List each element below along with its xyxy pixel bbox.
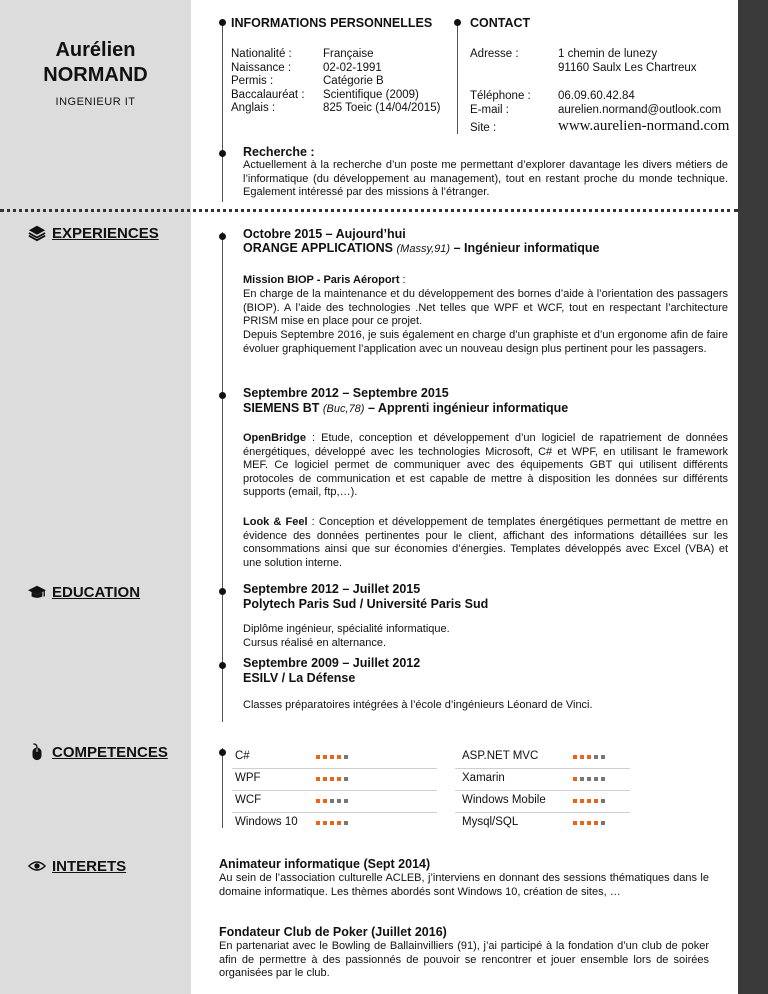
phone-label: Téléphone :: [470, 90, 531, 102]
address-line1: 1 chemin de lunezy: [558, 48, 658, 60]
contact-heading: CONTACT: [470, 16, 531, 30]
skill-level-square: [337, 755, 341, 759]
edu1-dates: Septembre 2012 – Juillet 2015: [243, 582, 421, 596]
interest1-text: Au sein de l’association culturelle ACLEB, j’interviens en donnant des sessions thématiques dans le domaine informatique. Les thèmes abordés sont Windows 10, création de sites, …: [219, 872, 709, 898]
skill-name: Xamarin: [462, 772, 505, 784]
email-value[interactable]: aurelien.normand@outlook.com: [558, 104, 722, 116]
edu2-dates: Septembre 2009 – Juillet 2012: [243, 656, 421, 670]
skill-level-square: [323, 777, 327, 781]
timeline-dot: [219, 150, 226, 157]
skill-level-square: [344, 777, 348, 781]
personal-values: [323, 48, 440, 116]
exp1-company: ORANGE APPLICATIONS: [243, 241, 394, 255]
skill-level-square: [316, 821, 320, 825]
skill-level-square: [594, 755, 598, 759]
skill-level: [316, 777, 348, 781]
competences-section-title: [28, 743, 168, 761]
interets-section-title: [28, 857, 126, 875]
skill-level-square: [573, 777, 577, 781]
edu1-line2: Cursus réalisé en alternance.: [243, 637, 387, 649]
experiences-section-title: [28, 224, 159, 242]
skill-name: ASP.NET MVC: [462, 750, 539, 762]
timeline-line: [222, 748, 223, 828]
email-label: E-mail :: [470, 104, 509, 116]
skill-level-square: [587, 755, 591, 759]
interest2-text: En partenariat avec le Bowling de Ballainvilliers (91), j’ai participé à la fondation d’un club de poker afin de permettre à des passionnés de pouvoir se rencontrer et jouer ensemble lors de soirées organisées par le club.: [219, 940, 709, 979]
sidebar: [0, 0, 191, 994]
experiences-title: EXPERIENCES: [52, 224, 159, 242]
skill-level-square: [573, 799, 577, 803]
site-link[interactable]: www.aurelien-normand.com: [558, 118, 730, 134]
edu2-school: ESILV / La Défense: [243, 671, 356, 685]
skill-level-square: [587, 821, 591, 825]
value-english: 825 Toeic (14/04/2015): [323, 102, 441, 114]
skill-level-square: [330, 755, 334, 759]
skill-level-square: [344, 755, 348, 759]
education-section-title: [28, 583, 140, 601]
skill-separator: [232, 812, 437, 813]
job-title: INGENIEUR IT: [55, 96, 136, 108]
skill-level-square: [344, 821, 348, 825]
skill-separator: [232, 790, 437, 791]
label-english: Anglais :: [231, 102, 276, 114]
skill-level-square: [601, 821, 605, 825]
graduation-cap-icon: [28, 583, 46, 601]
exp1-mission-title: Mission BIOP - Paris Aéroport :: [243, 274, 406, 286]
edu1-line1: Diplôme ingénieur, spécialité informatique.: [243, 623, 450, 635]
lookfeel-text: Conception et développement de templates énergétiques permettant de mettre en évidence des données pertinentes pour le client, affichant des informations détaillées sur les consommations ainsi que sur économies d’énergies. Templates développés avec Excel (VBA) et une solution interne.: [243, 516, 729, 569]
skill-level-square: [580, 799, 584, 803]
skill-level: [316, 821, 348, 825]
skill-name: Windows Mobile: [462, 794, 546, 806]
skill-name: WCF: [235, 794, 262, 806]
last-name: NORMAND: [43, 64, 148, 86]
timeline-dot: [219, 588, 226, 595]
skill-level-square: [594, 777, 598, 781]
label-license: Permis :: [231, 75, 274, 87]
skill-name: WPF: [235, 772, 261, 784]
skill-level-square: [594, 821, 598, 825]
interest1-title: Animateur informatique (Sept 2014): [219, 857, 431, 871]
skill-level-square: [330, 821, 334, 825]
skill-level: [573, 777, 605, 781]
skill-level-square: [580, 821, 584, 825]
research-text: Actuellement à la recherche d’un poste me permettant d’explorer davantage les divers métiers de l’informatique (du développement au management), tout en restant proche du monde technique. Egalement intéressé par des missions à l’étranger.: [243, 159, 728, 198]
skill-level-square: [323, 799, 327, 803]
lookfeel-title: Look & Feel: [243, 516, 308, 528]
exp1-mission-text: En charge de la maintenance et du développement des bornes d’aide à l’orientation des passagers (BIOP). A l’aide des technologies .Net telles que WPF et WCF, tout en respectant l’architecture PRISM mise en place pour ce projet.: [243, 288, 728, 327]
skill-name: C#: [235, 750, 250, 762]
value-bac: Scientifique (2009): [323, 88, 419, 101]
skill-level-square: [580, 755, 584, 759]
skill-level: [573, 821, 605, 825]
timeline-dot: [219, 392, 226, 399]
skill-level: [316, 755, 348, 759]
skill-level-square: [573, 755, 577, 759]
timeline-dot: [219, 19, 226, 26]
address-label: Adresse :: [470, 48, 519, 60]
exp1-role: – Ingénieur informatique: [453, 241, 600, 255]
skill-level-square: [580, 777, 584, 781]
education-title: EDUCATION: [52, 583, 141, 601]
label-bac: Baccalauréat :: [231, 88, 305, 101]
skill-level-square: [337, 821, 341, 825]
label-birth: Naissance :: [231, 61, 292, 74]
personal-heading: INFORMATIONS PERSONNELLES: [231, 16, 433, 30]
interets-title: INTERETS: [52, 857, 127, 875]
skill-separator: [232, 768, 437, 769]
right-bar: [738, 0, 768, 994]
timeline-dot: [219, 662, 226, 669]
exp1-title: [243, 241, 599, 255]
skill-level-square: [316, 777, 320, 781]
skill-level-square: [323, 821, 327, 825]
skill-level-square: [316, 799, 320, 803]
skill-name: Windows 10: [235, 816, 298, 828]
value-nationality: Française: [323, 48, 374, 60]
edu1-school: Polytech Paris Sud / Université Paris Sud: [243, 597, 489, 611]
skill-level-square: [587, 799, 591, 803]
divider: [0, 209, 738, 212]
contact-line: [457, 22, 458, 134]
exp2-dates: Septembre 2012 – Septembre 2015: [243, 386, 449, 400]
timeline-dot: [219, 749, 226, 756]
eye-icon: [28, 857, 46, 875]
skill-level-square: [344, 799, 348, 803]
interest2-title: Fondateur Club de Poker (Juillet 2016): [219, 925, 447, 939]
value-license: Catégorie B: [323, 75, 384, 87]
exp2-company: SIEMENS BT: [243, 401, 320, 415]
skill-level-square: [601, 755, 605, 759]
timeline-line: [222, 232, 223, 722]
exp2-openbridge: OpenBridge : Etude, conception et développement d’un logiciel de rapatriement de données énergétiques, développé avec les technologies Microsoft, C# et WPF, en utilisant le framework MEF. Ce logiciel permet de communiquer avec des équipements GBT qui utilisent différents protocoles de communication et est capable de mettre à disposition les données sur différents supports (email, ftp,…).: [243, 432, 729, 498]
openbridge-text: Etude, conception et développement d’un logiciel de rapatriement de données énergétiques, développé avec les technologies Microsoft, C# et WPF, en utilisant le framework MEF. Ce logiciel permet de communiquer avec des équipements GBT qui utilisent différents protocoles de communication et est capable de mettre à disposition les données sur différents supports (email, ftp,…).: [243, 432, 729, 498]
skill-level-square: [601, 777, 605, 781]
skill-level-square: [587, 777, 591, 781]
skill-level-square: [573, 821, 577, 825]
address-line2: 91160 Saulx Les Chartreux: [558, 62, 697, 74]
skill-level-square: [323, 755, 327, 759]
skill-name: Mysql/SQL: [462, 816, 519, 828]
skill-separator: [455, 812, 630, 813]
skill-separator: [455, 790, 630, 791]
exp2-lookfeel: Look & Feel : Conception et développement de templates énergétiques permettant de mettre en évidence des données pertinentes pour le client, affichant des informations détaillées sur les consommations ainsi que sur économies d’énergies. Templates développés avec Excel (VBA) et une solution interne.: [243, 516, 729, 569]
skill-separator: [455, 768, 630, 769]
layers-icon: [28, 224, 46, 242]
edu2-line1: Classes préparatoires intégrées à l’école d’ingénieurs Léonard de Vinci.: [243, 699, 593, 711]
exp2-title: [243, 401, 568, 415]
exp1-dates: Octobre 2015 – Aujourd’hui: [243, 227, 406, 241]
skill-level-square: [337, 777, 341, 781]
exp1-location: (Massy,91): [396, 243, 451, 255]
exp1-mission-text2: Depuis Septembre 2016, je suis également en charge d’un graphiste et d’un ergonome afin de faire évoluer graphiquement l’application avec un nouveau design plus pertinent pour les passagers.: [243, 329, 728, 355]
skill-level: [573, 799, 605, 803]
site-label: Site :: [470, 122, 497, 134]
first-name: Aurélien: [55, 39, 136, 61]
research-heading: Recherche :: [243, 145, 315, 159]
mouse-icon: [28, 743, 46, 761]
competences-title: COMPETENCES: [52, 743, 168, 761]
openbridge-title: OpenBridge: [243, 432, 306, 444]
personal-labels: [231, 48, 305, 116]
exp2-location: (Buc,78): [322, 403, 365, 415]
skill-level: [573, 755, 605, 759]
skill-level-square: [601, 799, 605, 803]
skill-level-square: [594, 799, 598, 803]
skill-level: [316, 799, 348, 803]
timeline-dot: [219, 233, 226, 240]
timeline-line: [222, 22, 223, 202]
skill-level-square: [330, 777, 334, 781]
timeline-dot: [454, 19, 461, 26]
mission-name: Mission BIOP - Paris Aéroport: [243, 274, 400, 286]
label-nationality: Nationalité :: [231, 48, 292, 60]
skill-level-square: [316, 755, 320, 759]
phone-value: 06.09.60.42.84: [558, 90, 635, 102]
value-birth: 02-02-1991: [323, 61, 382, 74]
skill-level-square: [330, 799, 334, 803]
skill-level-square: [337, 799, 341, 803]
exp2-role: – Apprenti ingénieur informatique: [367, 401, 569, 415]
